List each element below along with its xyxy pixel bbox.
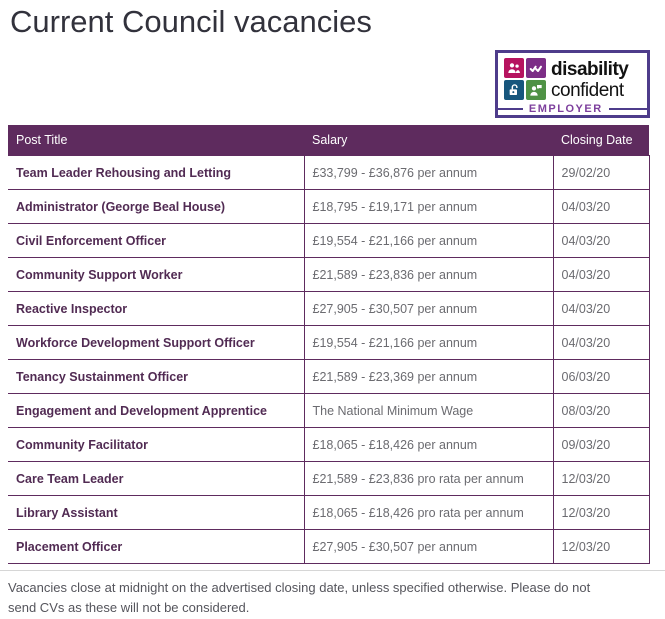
open-padlock-icon (504, 80, 524, 100)
badge-wordmark (551, 59, 628, 100)
vacancies-table (8, 125, 650, 564)
post-title-cell (8, 360, 304, 394)
post-title-link[interactable]: Community Support Worker (16, 267, 183, 282)
badge-word-confident: confident (551, 79, 624, 101)
badge-word-disability: disability (551, 58, 629, 80)
disability-confident-badge (495, 50, 650, 118)
badge-line-right (609, 108, 647, 110)
post-title-link[interactable]: Tenancy Sustainment Officer (16, 369, 189, 384)
table-row (8, 258, 649, 292)
salary-cell: £27,905 - £30,507 per annum (304, 530, 553, 564)
closing-date-cell: 29/02/20 (553, 156, 649, 190)
salary-cell: The National Minimum Wage (304, 394, 553, 428)
table-row (8, 462, 649, 496)
closing-date-cell: 04/03/20 (553, 190, 649, 224)
post-title-cell (8, 394, 304, 428)
badge-employer-label: EMPLOYER (528, 103, 603, 115)
post-title-link[interactable]: Engagement and Development Apprentice (16, 403, 267, 418)
post-title-link[interactable]: Community Facilitator (16, 437, 148, 452)
post-title-cell (8, 156, 304, 190)
table-row (8, 326, 649, 360)
post-title-link[interactable]: Team Leader Rehousing and Letting (16, 165, 232, 180)
closing-date-cell: 12/03/20 (553, 496, 649, 530)
post-title-link[interactable]: Civil Enforcement Officer (16, 233, 167, 248)
post-title-link[interactable]: Administrator (George Beal House) (16, 199, 226, 214)
post-title-cell (8, 496, 304, 530)
footer-divider (0, 570, 665, 571)
badge-icon-grid (504, 58, 546, 100)
post-title-link[interactable]: Placement Officer (16, 539, 123, 554)
table-row (8, 190, 649, 224)
table-row (8, 292, 649, 326)
closing-date-cell: 04/03/20 (553, 258, 649, 292)
vacancies-tbody (8, 156, 649, 564)
closing-date-cell: 09/03/20 (553, 428, 649, 462)
post-title-cell (8, 224, 304, 258)
post-title-cell (8, 292, 304, 326)
person-speech-icon (526, 80, 546, 100)
closing-date-cell: 08/03/20 (553, 394, 649, 428)
post-title-cell (8, 428, 304, 462)
table-header-row (8, 125, 649, 156)
table-row (8, 496, 649, 530)
salary-cell: £21,589 - £23,836 pro rata per annum (304, 462, 553, 496)
salary-cell: £18,795 - £19,171 per annum (304, 190, 553, 224)
closing-date-cell: 12/03/20 (553, 462, 649, 496)
salary-cell: £33,799 - £36,876 per annum (304, 156, 553, 190)
closing-date-cell: 04/03/20 (553, 292, 649, 326)
closing-date-cell: 12/03/20 (553, 530, 649, 564)
table-row (8, 156, 649, 190)
salary-cell: £27,905 - £30,507 per annum (304, 292, 553, 326)
double-tick-icon (526, 58, 546, 78)
post-title-link[interactable]: Library Assistant (16, 505, 118, 520)
people-icon (504, 58, 524, 78)
post-title-cell (8, 462, 304, 496)
table-row (8, 428, 649, 462)
page-title: Current Council vacancies (10, 4, 372, 39)
footer-note: Vacancies close at midnight on the advertised closing date, unless specified otherwise. Please do not send CVs as these will not be considered. (8, 580, 591, 616)
badge-top (504, 58, 642, 100)
badge-line-left (498, 108, 523, 110)
salary-cell: £21,589 - £23,369 per annum (304, 360, 553, 394)
closing-date-cell: 06/03/20 (553, 360, 649, 394)
table-header (8, 125, 649, 156)
column-header-salary: Salary (304, 125, 553, 156)
post-title-link[interactable]: Care Team Leader (16, 471, 124, 486)
column-header-closing-date: Closing Date (553, 125, 649, 156)
post-title-link[interactable]: Workforce Development Support Officer (16, 335, 255, 350)
salary-cell: £18,065 - £18,426 pro rata per annum (304, 496, 553, 530)
badge-footer (498, 103, 647, 115)
salary-cell: £19,554 - £21,166 per annum (304, 224, 553, 258)
salary-cell: £21,589 - £23,836 per annum (304, 258, 553, 292)
table-row (8, 360, 649, 394)
salary-cell: £18,065 - £18,426 per annum (304, 428, 553, 462)
post-title-cell (8, 326, 304, 360)
table-row (8, 394, 649, 428)
post-title-cell (8, 190, 304, 224)
post-title-cell (8, 530, 304, 564)
column-header-post-title: Post Title (8, 125, 304, 156)
table-row (8, 530, 649, 564)
post-title-cell (8, 258, 304, 292)
salary-cell: £19,554 - £21,166 per annum (304, 326, 553, 360)
closing-date-cell: 04/03/20 (553, 326, 649, 360)
post-title-link[interactable]: Reactive Inspector (16, 301, 128, 316)
closing-date-cell: 04/03/20 (553, 224, 649, 258)
table-row (8, 224, 649, 258)
